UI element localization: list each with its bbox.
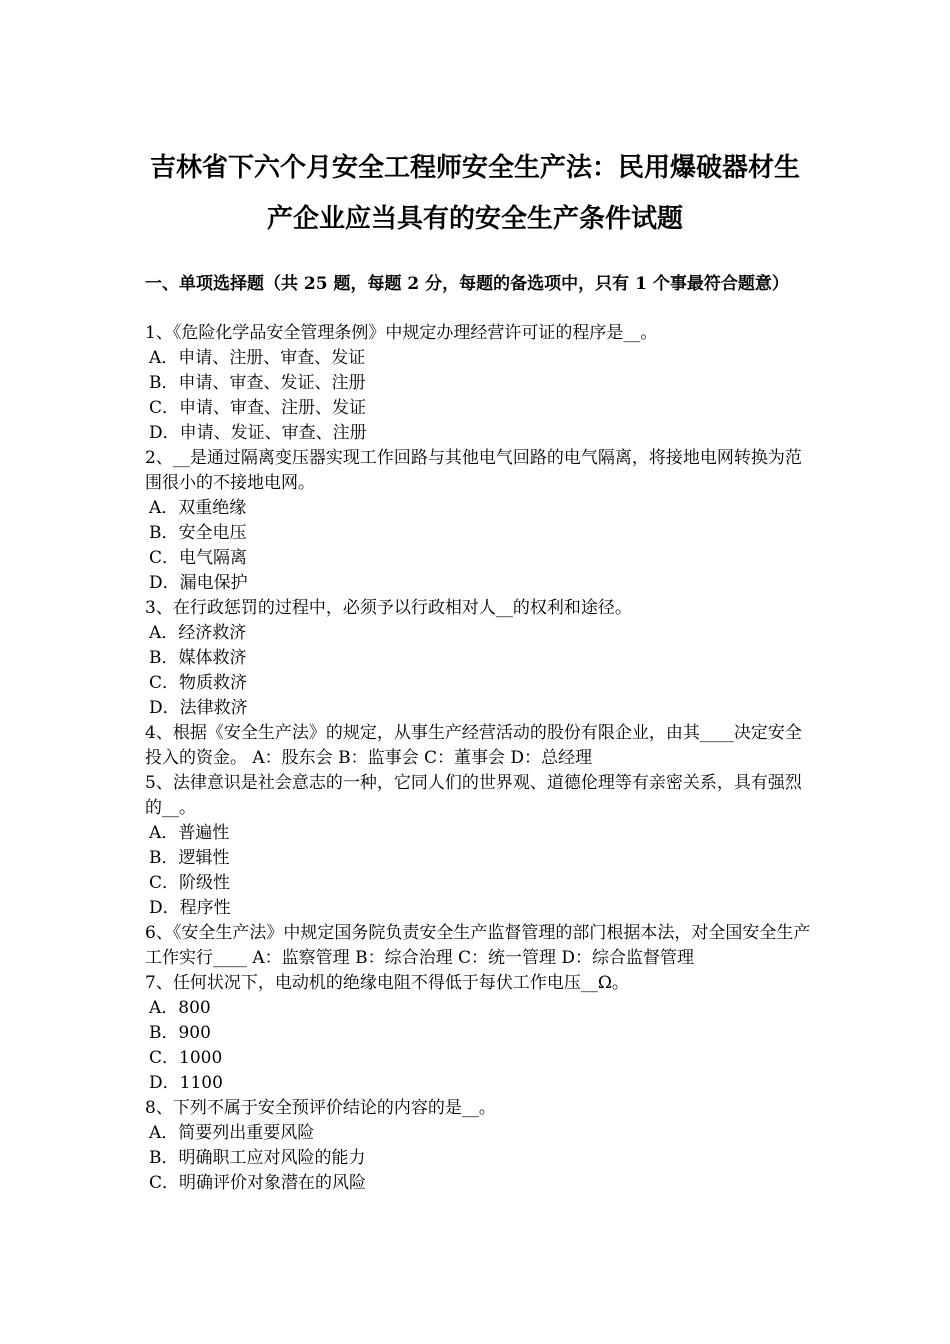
question-text: 1、《危险化学品安全管理条例》中规定办理经营许可证的程序是__。 — [145, 323, 658, 343]
answer-option: C．明确评价对象潜在的风险 — [149, 1173, 367, 1193]
document-title-line1: 吉林省下六个月安全工程师安全生产法：民用爆破器材生 — [149, 153, 800, 183]
answer-option: B．媒体救济 — [149, 648, 247, 668]
answer-option: D．漏电保护 — [149, 573, 248, 593]
answer-option: A．双重绝缘 — [149, 498, 247, 518]
question-text: 8、下列不属于安全预评价结论的内容的是__。 — [145, 1098, 496, 1118]
answer-option: C．电气隔离 — [149, 548, 248, 568]
question-text: 2、__是通过隔离变压器实现工作回路与其他电气回路的电气隔离，将接地电网转换为范围很小的不接地电网。 — [145, 448, 802, 493]
answer-option: B．明确职工应对风险的能力 — [149, 1148, 366, 1168]
answer-option: A．800 — [149, 998, 211, 1018]
question-text: 3、在行政惩罚的过程中，必须予以行政相对人__的权利和途径。 — [145, 598, 632, 618]
question-text: 5、法律意识是社会意志的一种，它同人们的世界观、道德伦理等有亲密关系，具有强烈的__。 — [145, 773, 802, 818]
answer-option: B．安全电压 — [149, 523, 247, 543]
question-text: 7、任何状况下，电动机的绝缘电阻不得低于每伏工作电压__Ω。 — [145, 973, 629, 993]
question-text: 4、根据《安全生产法》的规定，从事生产经营活动的股份有限企业，由其____决定安全投入的资金。 A：股东会 B：监事会 C：董事会 D：总经理 — [145, 723, 802, 768]
question-text: 6、《安全生产法》中规定国务院负责安全生产监督管理的部门根据本法，对全国安全生产工作实行____ A：监察管理 B：综合治理 C：统一管理 D：综合监督管理 — [145, 923, 811, 968]
answer-option: B．900 — [149, 1023, 211, 1043]
question-list — [145, 321, 813, 1196]
answer-option: A．简要列出重要风险 — [149, 1123, 315, 1143]
section-heading: 一、单项选择题（共 25 题，每题 2 分，每题的备选项中，只有 1 个事最符合题意） — [145, 274, 789, 294]
answer-option: C．1000 — [149, 1048, 223, 1068]
answer-option: D．程序性 — [149, 898, 231, 918]
answer-option: B．逻辑性 — [149, 848, 230, 868]
answer-option: B．申请、审查、发证、注册 — [149, 373, 366, 393]
answer-option: C．阶级性 — [149, 873, 231, 893]
answer-option: C．申请、审查、注册、发证 — [149, 398, 367, 418]
answer-option: D．1100 — [149, 1073, 223, 1093]
answer-option: D．申请、发证、审查、注册 — [149, 423, 367, 443]
answer-option: A．申请、注册、审查、发证 — [149, 348, 366, 368]
answer-option: A．经济救济 — [149, 623, 247, 643]
answer-option: C．物质救济 — [149, 673, 248, 693]
answer-option: A．普遍性 — [149, 823, 230, 843]
answer-option: D．法律救济 — [149, 698, 248, 718]
document-title-line2: 产企业应当具有的安全生产条件试题 — [266, 204, 683, 234]
